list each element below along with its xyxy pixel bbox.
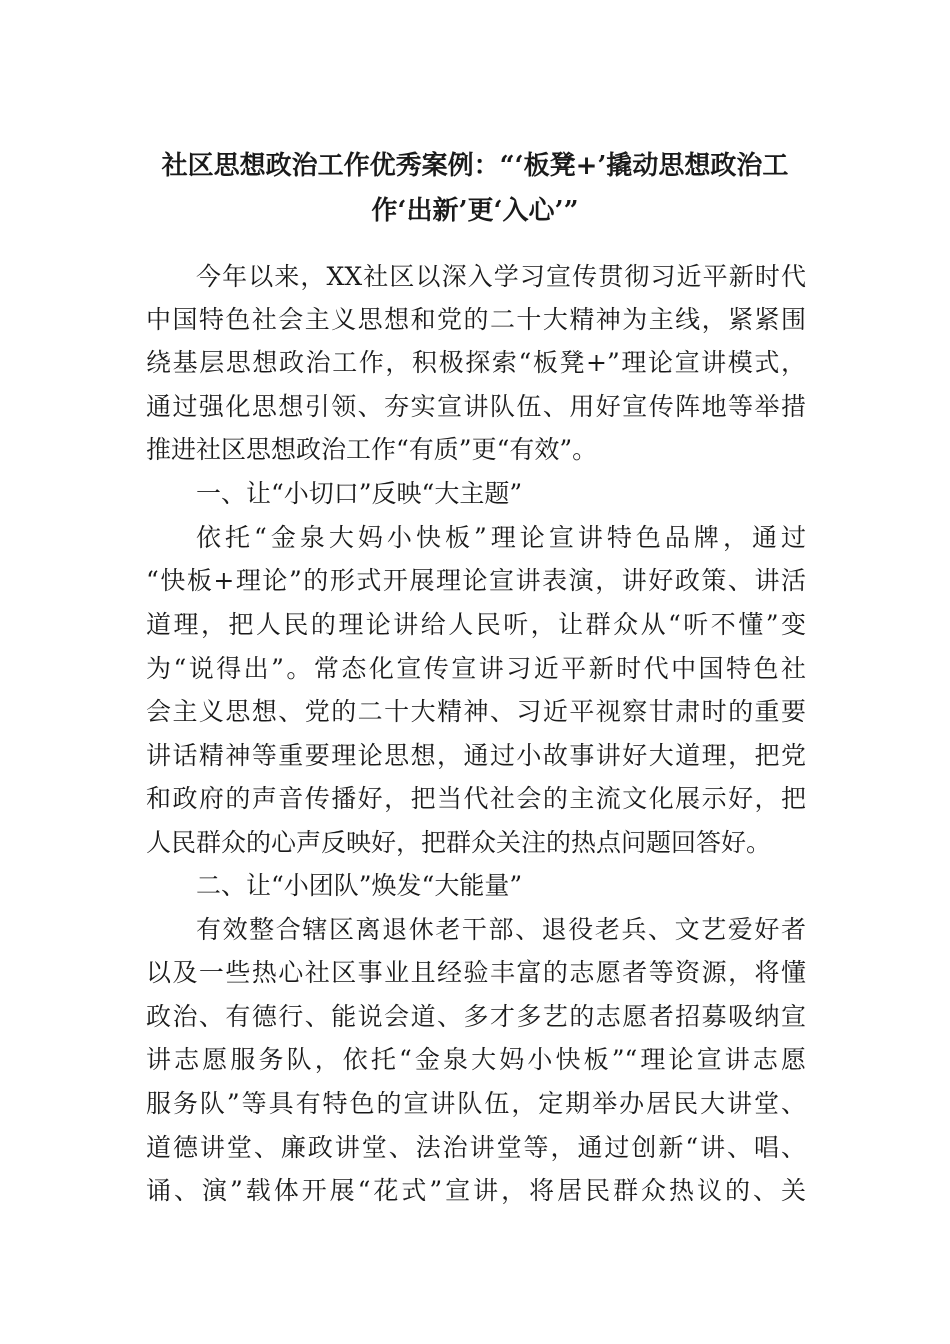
paragraph-section2-line: 有效整合辖区离退休老干部、退役老兵、文艺爱好者 — [196, 915, 806, 944]
paragraph-section1-line: 为“说得出”。常态化宣传宣讲习近平新时代中国特色社 — [146, 654, 806, 683]
paragraph-section1-line: 讲话精神等重要理论思想，通过小故事讲好大道理，把党 — [146, 741, 806, 770]
document-title-line-1: 社区思想政治工作优秀案例：“‘板凳+’撬动思想政治工 — [161, 151, 789, 181]
paragraph-section2-line: 诵、演”载体开展“花式”宣讲，将居民群众热议的、关 — [146, 1176, 806, 1205]
paragraph-intro-line: 绕基层思想政治工作，积极探索“板凳+”理论宣讲模式， — [146, 348, 806, 377]
document-title-line-2: 作‘出新’更‘入心’” — [371, 196, 579, 226]
paragraph-section1-line: 会主义思想、党的二十大精神、习近平视察甘肃时的重要 — [146, 697, 806, 726]
paragraph-intro-line: 推进社区思想政治工作“有质”更“有效”。 — [146, 435, 598, 464]
paragraph-section1-line: 依托“金泉大妈小快板”理论宣讲特色品牌，通过 — [196, 523, 806, 552]
paragraph-intro-line: 中国特色社会主义思想和党的二十大精神为主线，紧紧围 — [146, 305, 806, 334]
paragraph-section2-line: 道德讲堂、廉政讲堂、法治讲堂等，通过创新“讲、唱、 — [146, 1133, 806, 1162]
paragraph-section2-line: 服务队”等具有特色的宣讲队伍，定期举办居民大讲堂、 — [146, 1089, 806, 1118]
paragraph-section1-line: 和政府的声音传播好，把当代社会的主流文化展示好，把 — [146, 784, 806, 813]
paragraph-intro-line: 通过强化思想引领、夯实宣讲队伍、用好宣传阵地等举措 — [146, 392, 806, 421]
paragraph-intro-line: 今年以来，XX社区以深入学习宣传贯彻习近平新时代 — [196, 262, 806, 291]
paragraph-section1-line: 人民群众的心声反映好，把群众关注的热点问题回答好。 — [146, 828, 772, 857]
paragraph-section2-line: 以及一些热心社区事业且经验丰富的志愿者等资源，将懂 — [146, 958, 806, 987]
section-heading-1: 一、让“小切口”反映“大主题” — [196, 479, 523, 508]
section-heading-2: 二、让“小团队”焕发“大能量” — [196, 871, 523, 900]
paragraph-section2-line: 讲志愿服务队，依托“金泉大妈小快板”“理论宣讲志愿 — [146, 1045, 806, 1074]
paragraph-section1-line: “快板+理论”的形式开展理论宣讲表演，讲好政策、讲活 — [146, 566, 806, 595]
paragraph-section1-line: 道理，把人民的理论讲给人民听，让群众从“听不懂”变 — [146, 610, 806, 639]
paragraph-section2-line: 政治、有德行、能说会道、多才多艺的志愿者招募吸纳宣 — [146, 1002, 806, 1031]
